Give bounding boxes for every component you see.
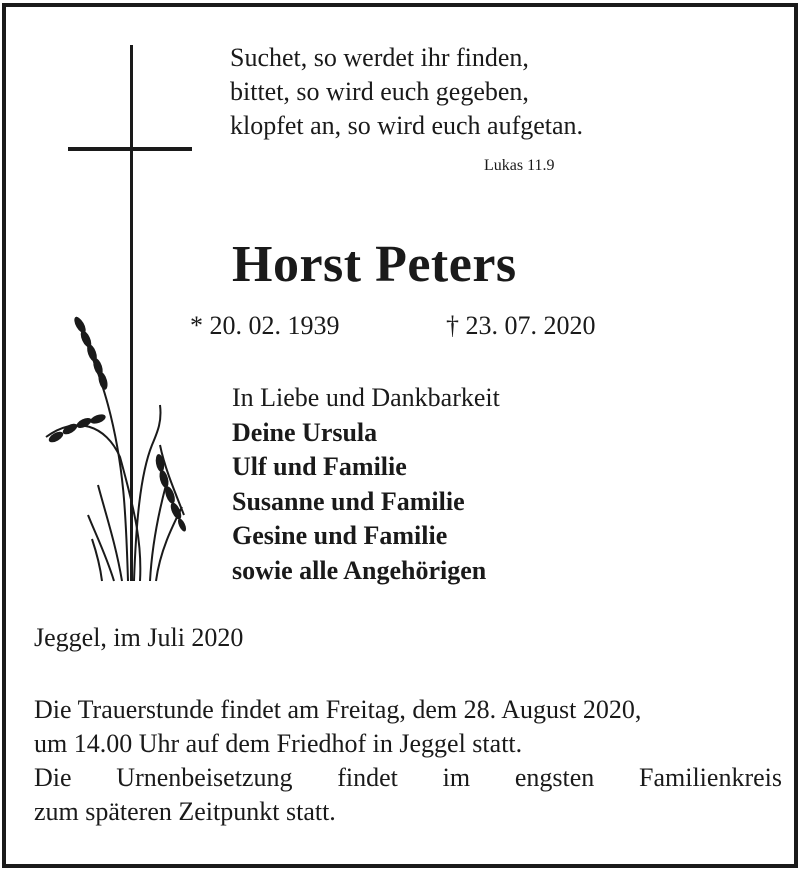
deceased-name: Horst Peters: [232, 236, 517, 293]
mourners-intro: In Liebe und Dankbarkeit: [232, 383, 500, 412]
verse-reference: Lukas 11.9: [484, 157, 555, 174]
wheat-icon: [46, 317, 184, 581]
notice-line: um 14.00 Uhr auf dem Friedhof in Jeggel statt.: [34, 729, 523, 758]
notice-line: Die Urnenbeisetzung findet im engsten Familienkreis: [34, 763, 782, 792]
birth-date: * 20. 02. 1939: [190, 311, 340, 340]
place-and-date: Jeggel, im Juli 2020: [34, 623, 244, 652]
bible-verse: [230, 41, 583, 143]
notice-line: Die Trauerstunde findet am Freitag, dem 28. August 2020,: [34, 695, 642, 724]
verse-line: Suchet, so werdet ihr finden,: [230, 43, 529, 72]
mourner-name: Gesine und Familie: [232, 521, 448, 550]
wheat-ears: [47, 315, 188, 532]
death-date: † 23. 07. 2020: [446, 311, 596, 340]
verse-line: klopfet an, so wird euch aufgetan.: [230, 111, 584, 140]
mourner-name: Susanne und Familie: [232, 486, 465, 516]
mourner-name: sowie alle Angehörigen: [232, 555, 487, 585]
notice-line: zum späteren Zeitpunkt statt.: [34, 797, 336, 826]
verse-line: bittet, so wird euch gegeben,: [230, 77, 529, 106]
obituary-frame: [2, 3, 798, 868]
cross-and-wheat-illustration: [36, 45, 206, 585]
mourner-name: Deine Ursula: [232, 417, 378, 447]
mourners-list: [232, 381, 500, 588]
mourner-name: Ulf und Familie: [232, 452, 407, 481]
funeral-notice: [34, 693, 782, 829]
